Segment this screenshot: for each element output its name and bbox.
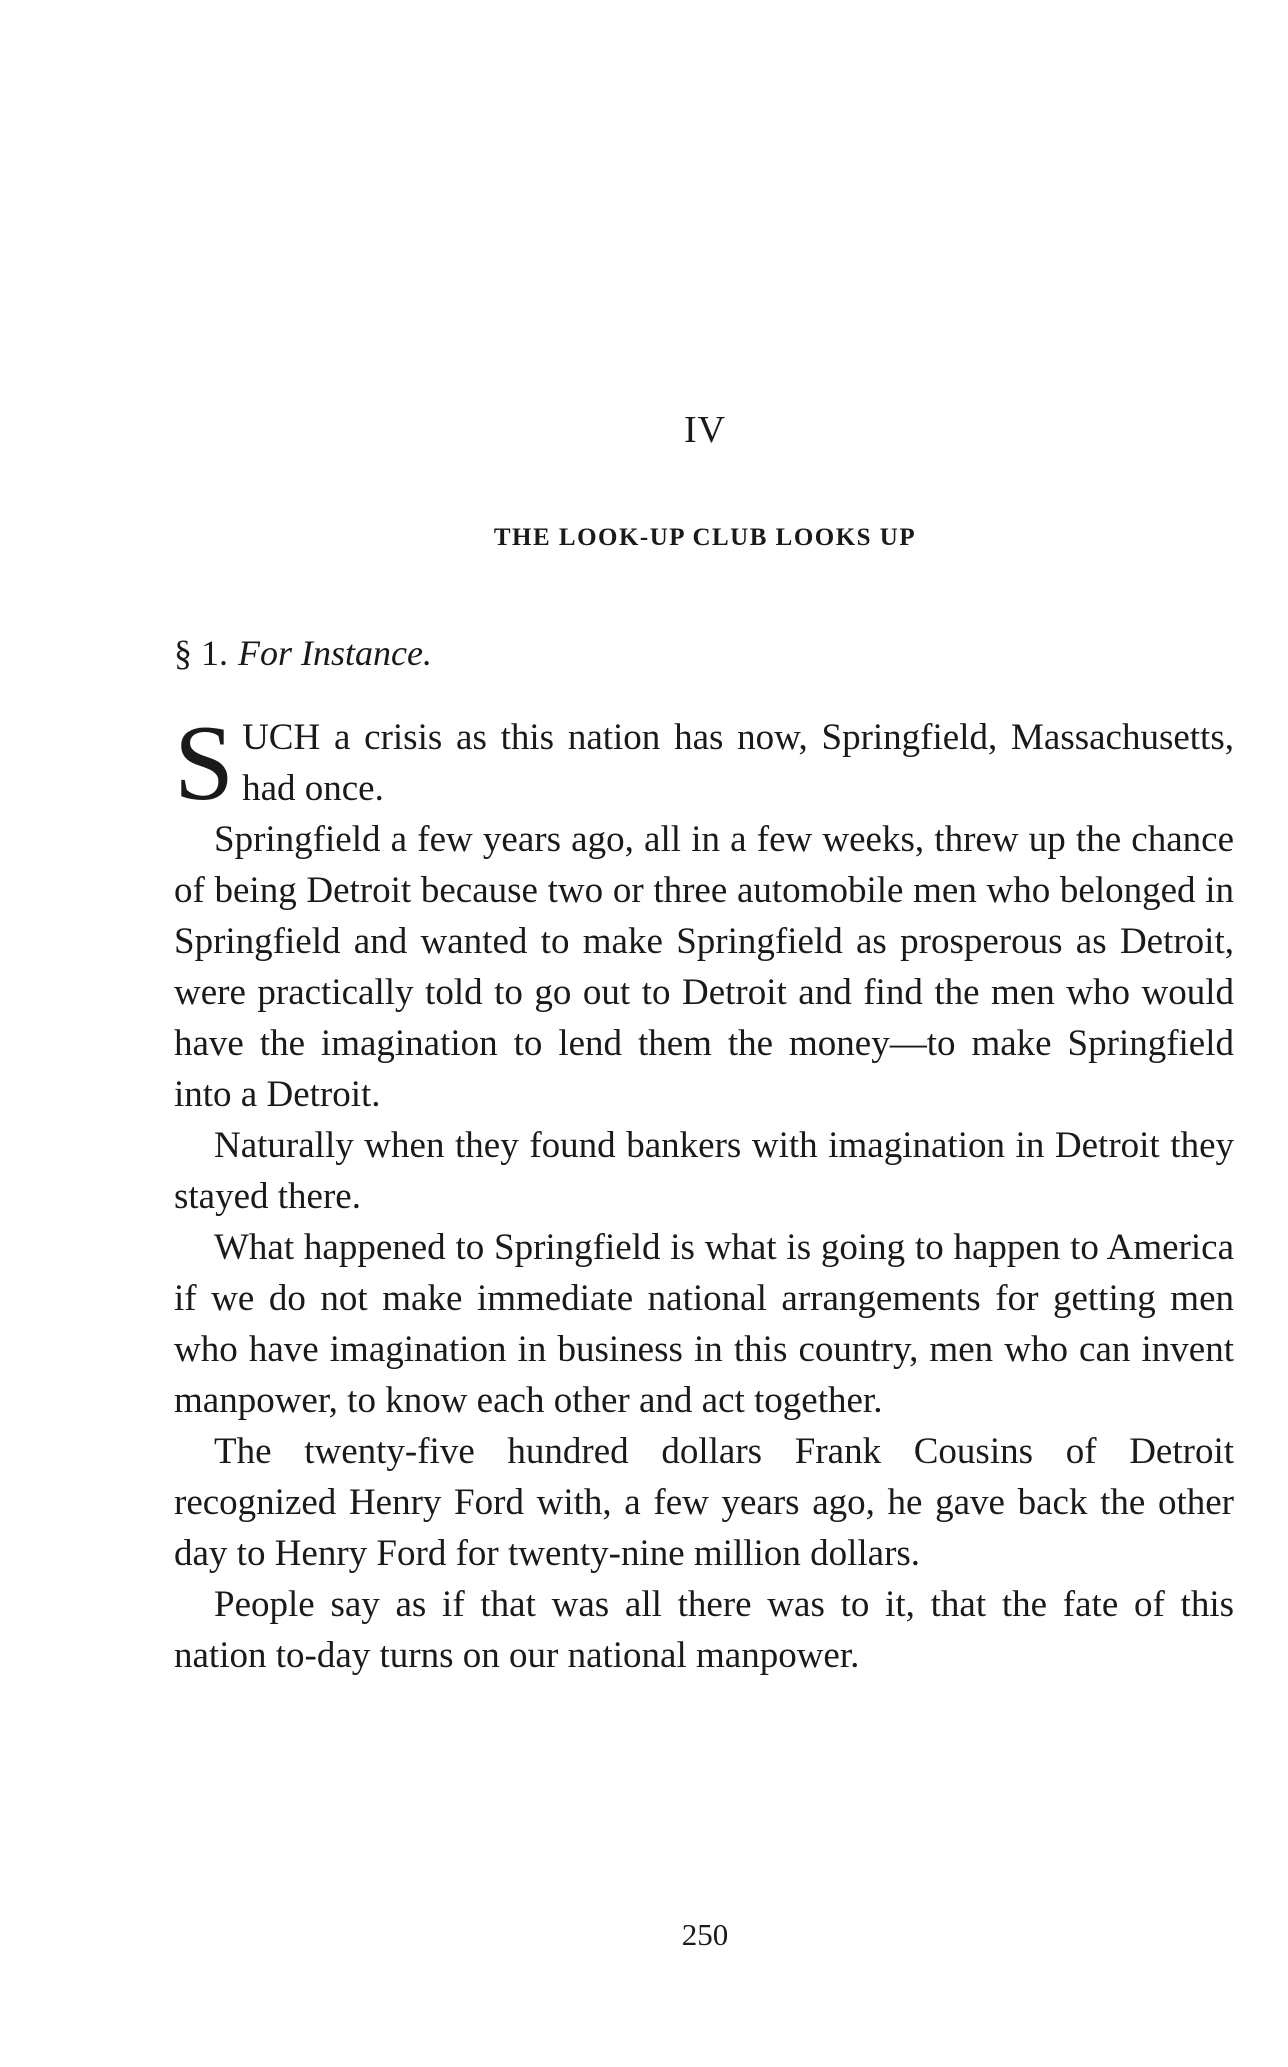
body-text <box>174 704 1234 1681</box>
paragraph-3: Naturally when they found bankers with imagination in Detroit they stayed there. <box>174 1125 1234 1217</box>
paragraph-1 <box>174 704 1234 823</box>
chapter-title: THE LOOK-UP CLUB LOOKS UP <box>493 524 917 551</box>
drop-cap: S <box>174 704 235 823</box>
section-heading <box>174 632 432 674</box>
chapter-number: IV <box>683 409 727 451</box>
page-number: 250 <box>681 1917 729 1952</box>
paragraph-5: The twenty-five hundred dollars Frank Cousins of Detroit recognized Henry Ford with, a few years ago, he gave back the other day to Henry Ford for twenty-nine million dollars. <box>174 1431 1234 1574</box>
paragraph-6: People say as if that was all there was to it, that the fate of this nation to-day turns on our national manpower. <box>174 1584 1234 1676</box>
section-title: For Instance. <box>238 633 432 673</box>
section-marker: § 1. <box>174 633 228 673</box>
paragraph-4: What happened to Springfield is what is going to happen to America if we do not make immediate national arrangements for getting men who have imagination in business in this country, men who can invent manpower, to know each other and act together. <box>174 1227 1234 1421</box>
paragraph-1-text: UCH a crisis as this nation has now, Springfield, Massachusetts, had once. <box>242 717 1234 809</box>
paragraph-2: Springfield a few years ago, all in a few weeks, threw up the chance of being Detroit because two or three automobile men who belonged in Springfield and wanted to make Springfield as prosperous as Detroit, were practically told to go out to Detroit and find the men who would have the imagination to lend them the money—to make Springfield into a Detroit. <box>174 819 1234 1115</box>
